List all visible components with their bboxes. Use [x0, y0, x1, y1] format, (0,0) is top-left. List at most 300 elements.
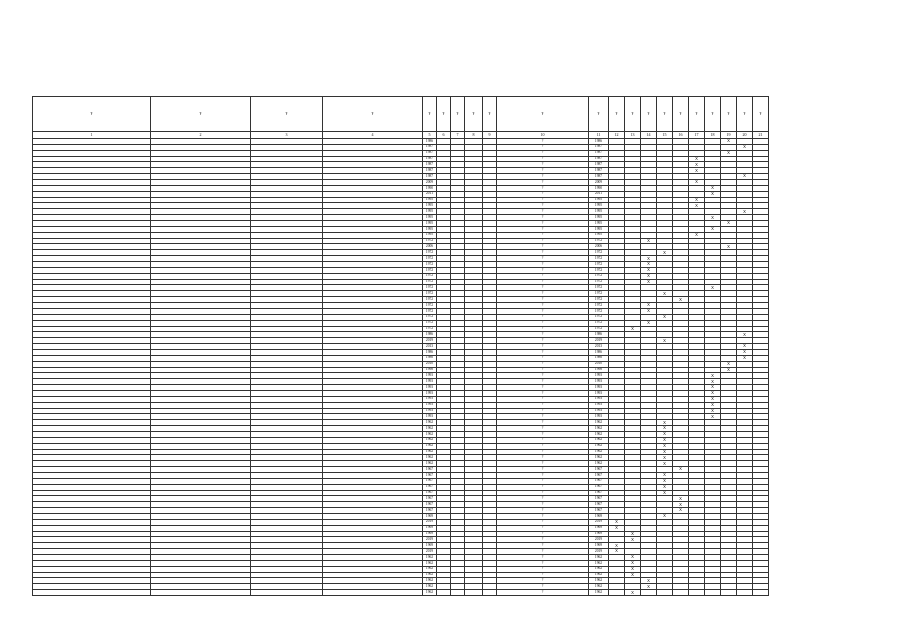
year-built-cell: 1993 [423, 373, 437, 379]
repair-type-cell: ? [497, 525, 589, 531]
period-mark: X [673, 297, 689, 303]
period-mark: X [673, 508, 689, 514]
year-built-cell: 1972 [423, 297, 437, 303]
repair-type-cell: ? [497, 537, 589, 543]
repair-type-cell: ? [497, 262, 589, 268]
year-built-cell: 1972 [423, 314, 437, 320]
repair-type-cell: ? [497, 191, 589, 197]
plan-year-cell: 1972 [589, 267, 609, 273]
repair-type-cell: ? [497, 180, 589, 186]
repair-type-cell: ? [497, 584, 589, 590]
repair-type-cell: ? [497, 156, 589, 162]
column-header: ? [497, 97, 589, 132]
year-built-cell: 1967 [423, 496, 437, 502]
year-built-cell: 1969 [423, 531, 437, 537]
column-index: 6 [437, 132, 451, 139]
repair-type-cell: ? [497, 373, 589, 379]
repair-type-cell: ? [497, 150, 589, 156]
period-mark: X [705, 185, 721, 191]
period-mark: X [705, 414, 721, 420]
period-mark: X [609, 549, 625, 555]
column-header: ? [705, 97, 721, 132]
repair-type-cell: ? [497, 326, 589, 332]
year-built-cell: 2009 [423, 180, 437, 186]
repair-type-cell: ? [497, 385, 589, 391]
repair-type-cell: ? [497, 420, 589, 426]
repair-type-cell: ? [497, 502, 589, 508]
column-header: ? [721, 97, 737, 132]
repair-type-cell: ? [497, 308, 589, 314]
plan-year-cell: 2010 [589, 361, 609, 367]
period-mark: X [625, 572, 641, 578]
column-header: ? [251, 97, 323, 132]
year-built-cell: 1986 [423, 355, 437, 361]
year-built-cell: 1969 [423, 514, 437, 520]
repair-type-cell: ? [497, 226, 589, 232]
year-built-cell: 1962 [423, 578, 437, 584]
period-mark: X [625, 531, 641, 537]
year-built-cell: 2013 [423, 344, 437, 350]
period-mark: X [721, 244, 737, 250]
year-built-cell: 1998 [423, 367, 437, 373]
period-mark: X [689, 162, 705, 168]
period-mark: X [641, 238, 657, 244]
repair-type-cell: ? [497, 332, 589, 338]
year-built-cell: 1962 [423, 555, 437, 561]
plan-year-cell: 1972 [589, 320, 609, 326]
year-built-cell: 1993 [423, 379, 437, 385]
repair-type-cell: ? [497, 508, 589, 514]
column-index: 10 [497, 132, 589, 139]
repair-type-cell: ? [497, 162, 589, 168]
year-built-cell: 1962 [423, 455, 437, 461]
table-row [33, 590, 769, 596]
year-built-cell: 1995 [423, 203, 437, 209]
repair-type-cell: ? [497, 437, 589, 443]
column-index: 5 [423, 132, 437, 139]
repair-type-cell: ? [497, 221, 589, 227]
period-mark: X [657, 291, 673, 297]
column-index: 8 [465, 132, 483, 139]
plan-year-cell: 1987 [589, 168, 609, 174]
period-mark: X [721, 150, 737, 156]
document-sheet [32, 96, 769, 596]
plan-year-cell: 1993 [589, 396, 609, 402]
column-index: 11 [589, 132, 609, 139]
repair-type-cell: ? [497, 566, 589, 572]
period-mark: X [641, 578, 657, 584]
period-mark: X [657, 420, 673, 426]
repair-type-cell: ? [497, 168, 589, 174]
repair-type-cell: ? [497, 273, 589, 279]
plan-year-cell: 1995 [589, 226, 609, 232]
column-header: ? [641, 97, 657, 132]
plan-year-cell: 1987 [589, 162, 609, 168]
period-mark: X [673, 496, 689, 502]
year-built-cell: 1990 [423, 185, 437, 191]
period-mark: X [657, 338, 673, 344]
plan-year-cell: 1962 [589, 590, 609, 596]
plan-year-cell: 1986 [589, 332, 609, 338]
period-mark: X [689, 156, 705, 162]
year-built-cell: 1967 [423, 508, 437, 514]
period-mark: X [625, 590, 641, 596]
repair-type-cell: ? [497, 555, 589, 561]
year-built-cell: 1972 [423, 326, 437, 332]
period-mark: X [705, 408, 721, 414]
column-header: ? [437, 97, 451, 132]
repair-type-cell: ? [497, 244, 589, 250]
period-mark: X [609, 519, 625, 525]
period-mark: X [705, 390, 721, 396]
plan-year-cell: 1993 [589, 373, 609, 379]
plan-year-cell: 1967 [589, 502, 609, 508]
period-mark: X [625, 566, 641, 572]
year-built-cell: 1972 [423, 308, 437, 314]
column-header: ? [625, 97, 641, 132]
period-mark: X [737, 144, 753, 150]
column-index: 2 [151, 132, 251, 139]
column-index: 17 [689, 132, 705, 139]
plan-year-cell: 1962 [589, 455, 609, 461]
text-cell [437, 590, 451, 596]
year-built-cell: 1972 [423, 250, 437, 256]
column-header: ? [589, 97, 609, 132]
period-mark: X [673, 502, 689, 508]
repair-type-cell: ? [497, 461, 589, 467]
period-mark: X [689, 197, 705, 203]
period-mark: X [705, 191, 721, 197]
year-built-cell: 1972 [423, 238, 437, 244]
column-header: ? [423, 97, 437, 132]
repair-type-cell: ? [497, 414, 589, 420]
year-built-cell: 1962 [423, 566, 437, 572]
repair-type-cell: ? [497, 267, 589, 273]
period-mark: X [705, 379, 721, 385]
repair-type-cell: ? [497, 303, 589, 309]
plan-year-cell: 1995 [589, 209, 609, 215]
plan-year-cell: 1995 [589, 221, 609, 227]
year-built-cell: 2019 [423, 338, 437, 344]
period-cell [721, 590, 737, 596]
period-mark: X [657, 431, 673, 437]
repair-type-cell: ? [497, 578, 589, 584]
repair-type-cell: ? [497, 197, 589, 203]
period-mark: X [609, 525, 625, 531]
column-index-row [33, 132, 769, 139]
column-index: 15 [657, 132, 673, 139]
repair-type-cell: ? [497, 590, 589, 596]
plan-year-cell: 1967 [589, 472, 609, 478]
repair-type-cell: ? [497, 402, 589, 408]
year-built-cell: 1986 [423, 349, 437, 355]
plan-year-cell: 1993 [589, 402, 609, 408]
repair-type-cell: ? [497, 215, 589, 221]
table-header [33, 97, 769, 139]
year-built-cell: 1986 [423, 332, 437, 338]
plan-year-cell: 1962 [589, 443, 609, 449]
repair-type-cell: ? [497, 549, 589, 555]
column-index: 7 [451, 132, 465, 139]
year-built-cell: 1987 [423, 150, 437, 156]
plan-year-cell: 1967 [589, 467, 609, 473]
period-mark: X [657, 449, 673, 455]
repair-type-cell: ? [497, 449, 589, 455]
repair-type-cell: ? [497, 531, 589, 537]
plan-year-cell: 1987 [589, 144, 609, 150]
plan-year-cell: 1972 [589, 285, 609, 291]
text-cell [483, 590, 497, 596]
year-built-cell: 1962 [423, 431, 437, 437]
plan-year-cell: 1972 [589, 291, 609, 297]
period-mark: X [737, 344, 753, 350]
plan-year-cell: 1967 [589, 478, 609, 484]
year-built-cell: 1967 [423, 478, 437, 484]
repair-type-cell: ? [497, 174, 589, 180]
column-header: ? [673, 97, 689, 132]
column-index: 12 [609, 132, 625, 139]
period-mark: X [705, 285, 721, 291]
text-cell [465, 590, 483, 596]
year-built-cell: 1962 [423, 437, 437, 443]
period-mark: X [641, 256, 657, 262]
period-mark: X [721, 367, 737, 373]
repair-type-cell: ? [497, 379, 589, 385]
year-built-cell: 1995 [423, 215, 437, 221]
column-index: 3 [251, 132, 323, 139]
plan-year-cell: 1969 [589, 525, 609, 531]
period-mark: X [657, 461, 673, 467]
year-built-cell: 2019 [423, 549, 437, 555]
period-mark: X [657, 437, 673, 443]
year-built-cell: 2019 [423, 519, 437, 525]
plan-year-cell: 2009 [589, 180, 609, 186]
repair-type-cell: ? [497, 238, 589, 244]
period-mark: X [641, 320, 657, 326]
period-mark: X [705, 396, 721, 402]
period-mark: X [641, 267, 657, 273]
plan-year-cell: 1962 [589, 426, 609, 432]
year-built-cell: 1967 [423, 472, 437, 478]
repair-type-cell: ? [497, 390, 589, 396]
period-mark: X [721, 361, 737, 367]
year-built-cell: 1972 [423, 267, 437, 273]
year-built-cell: 1987 [423, 162, 437, 168]
year-built-cell: 1995 [423, 197, 437, 203]
repair-type-cell: ? [497, 250, 589, 256]
period-mark: X [657, 514, 673, 520]
repair-type-cell: ? [497, 320, 589, 326]
column-header: ? [609, 97, 625, 132]
year-built-cell: 1962 [423, 560, 437, 566]
repair-type-cell: ? [497, 232, 589, 238]
plan-year-cell: 1995 [589, 215, 609, 221]
period-mark: X [737, 209, 753, 215]
year-built-cell: 1962 [423, 420, 437, 426]
period-mark: X [641, 303, 657, 309]
repair-type-cell: ? [497, 338, 589, 344]
plan-year-cell: 1962 [589, 578, 609, 584]
year-built-cell: 1967 [423, 467, 437, 473]
plan-year-cell: 1986 [589, 139, 609, 145]
period-cell [641, 590, 657, 596]
repair-type-cell: ? [497, 285, 589, 291]
plan-year-cell: 1972 [589, 262, 609, 268]
period-mark: X [625, 560, 641, 566]
year-built-cell: 1962 [423, 584, 437, 590]
period-mark: X [657, 455, 673, 461]
period-mark: X [721, 139, 737, 145]
plan-year-cell: 1972 [589, 308, 609, 314]
plan-year-cell: 1995 [589, 197, 609, 203]
repair-type-cell: ? [497, 297, 589, 303]
period-cell [609, 590, 625, 596]
repair-type-cell: ? [497, 467, 589, 473]
year-built-cell: 1962 [423, 590, 437, 596]
plan-year-cell: 1962 [589, 420, 609, 426]
year-built-cell: 1969 [423, 525, 437, 531]
period-cell [689, 590, 705, 596]
period-mark: X [689, 168, 705, 174]
repair-type-cell: ? [497, 455, 589, 461]
year-built-cell: 1993 [423, 385, 437, 391]
plan-year-cell: 1967 [589, 490, 609, 496]
period-mark: X [705, 215, 721, 221]
column-header: ? [451, 97, 465, 132]
header-row [33, 97, 769, 132]
table-body [33, 139, 769, 596]
period-mark: X [673, 467, 689, 473]
year-built-cell: 1972 [423, 285, 437, 291]
year-built-cell: 1962 [423, 426, 437, 432]
column-header: ? [689, 97, 705, 132]
plan-year-cell: 1962 [589, 431, 609, 437]
column-index: 16 [673, 132, 689, 139]
plan-year-cell: 1969 [589, 543, 609, 549]
plan-year-cell: 2006 [589, 244, 609, 250]
repair-type-cell: ? [497, 396, 589, 402]
plan-year-cell: 1962 [589, 449, 609, 455]
repair-type-cell: ? [497, 203, 589, 209]
column-index: 13 [625, 132, 641, 139]
period-mark: X [641, 279, 657, 285]
repair-type-cell: ? [497, 484, 589, 490]
text-cell [33, 590, 151, 596]
plan-year-cell: 1972 [589, 279, 609, 285]
repair-type-cell: ? [497, 431, 589, 437]
period-mark: X [657, 478, 673, 484]
period-mark: X [689, 203, 705, 209]
period-mark: X [689, 232, 705, 238]
period-mark: X [705, 226, 721, 232]
plan-year-cell: 1986 [589, 349, 609, 355]
year-built-cell: 2010 [423, 361, 437, 367]
repair-type-cell: ? [497, 314, 589, 320]
plan-year-cell: 1962 [589, 560, 609, 566]
plan-year-cell: 1987 [589, 174, 609, 180]
period-cell [705, 590, 721, 596]
period-mark: X [641, 273, 657, 279]
period-mark: X [657, 490, 673, 496]
period-mark: X [689, 180, 705, 186]
year-built-cell: 1995 [423, 232, 437, 238]
plan-year-cell: 2019 [589, 519, 609, 525]
column-header: ? [151, 97, 251, 132]
year-built-cell: 1986 [423, 139, 437, 145]
column-index: 18 [705, 132, 721, 139]
plan-year-cell: 1993 [589, 414, 609, 420]
period-cell [657, 590, 673, 596]
period-mark: X [657, 250, 673, 256]
column-header: ? [737, 97, 753, 132]
plan-year-cell: 1962 [589, 572, 609, 578]
plan-year-cell: 1993 [589, 390, 609, 396]
year-built-cell: 1972 [423, 273, 437, 279]
repair-type-cell: ? [497, 408, 589, 414]
year-built-cell: 1987 [423, 168, 437, 174]
period-cell [753, 590, 769, 596]
year-built-cell: 1962 [423, 461, 437, 467]
repair-type-cell: ? [497, 426, 589, 432]
column-header: ? [483, 97, 497, 132]
column-header: ? [753, 97, 769, 132]
plan-year-cell: 2019 [589, 549, 609, 555]
year-built-cell: 1962 [423, 572, 437, 578]
plan-year-cell: 1972 [589, 238, 609, 244]
period-mark: X [641, 262, 657, 268]
repair-type-cell: ? [497, 344, 589, 350]
year-built-cell: 1993 [423, 390, 437, 396]
repair-type-cell: ? [497, 496, 589, 502]
repair-type-cell: ? [497, 209, 589, 215]
plan-year-cell: 1967 [589, 484, 609, 490]
plan-year-cell: 1987 [589, 156, 609, 162]
plan-year-cell: 1998 [589, 367, 609, 373]
text-cell [251, 590, 323, 596]
year-built-cell: 2019 [423, 537, 437, 543]
period-mark: X [625, 537, 641, 543]
period-mark: X [737, 332, 753, 338]
plan-year-cell: 1986 [589, 355, 609, 361]
repair-schedule-table [32, 96, 769, 596]
plan-year-cell: 1987 [589, 150, 609, 156]
plan-year-cell: 1967 [589, 508, 609, 514]
period-mark: X [705, 373, 721, 379]
year-built-cell: 1995 [423, 226, 437, 232]
repair-type-cell: ? [497, 560, 589, 566]
plan-year-cell: 2019 [589, 537, 609, 543]
repair-type-cell: ? [497, 514, 589, 520]
period-mark: X [705, 385, 721, 391]
year-built-cell: 1993 [423, 396, 437, 402]
plan-year-cell: 1967 [589, 496, 609, 502]
repair-type-cell: ? [497, 185, 589, 191]
text-cell [323, 590, 423, 596]
column-header: ? [465, 97, 483, 132]
column-index: 20 [737, 132, 753, 139]
plan-year-cell: 1962 [589, 461, 609, 467]
plan-year-cell: 1972 [589, 250, 609, 256]
column-index: 4 [323, 132, 423, 139]
period-cell [737, 590, 753, 596]
column-header: ? [323, 97, 423, 132]
year-built-cell: 2006 [423, 244, 437, 250]
plan-year-cell: 1962 [589, 437, 609, 443]
repair-type-cell: ? [497, 144, 589, 150]
period-mark: X [721, 221, 737, 227]
period-mark: X [657, 314, 673, 320]
plan-year-cell: 1972 [589, 326, 609, 332]
